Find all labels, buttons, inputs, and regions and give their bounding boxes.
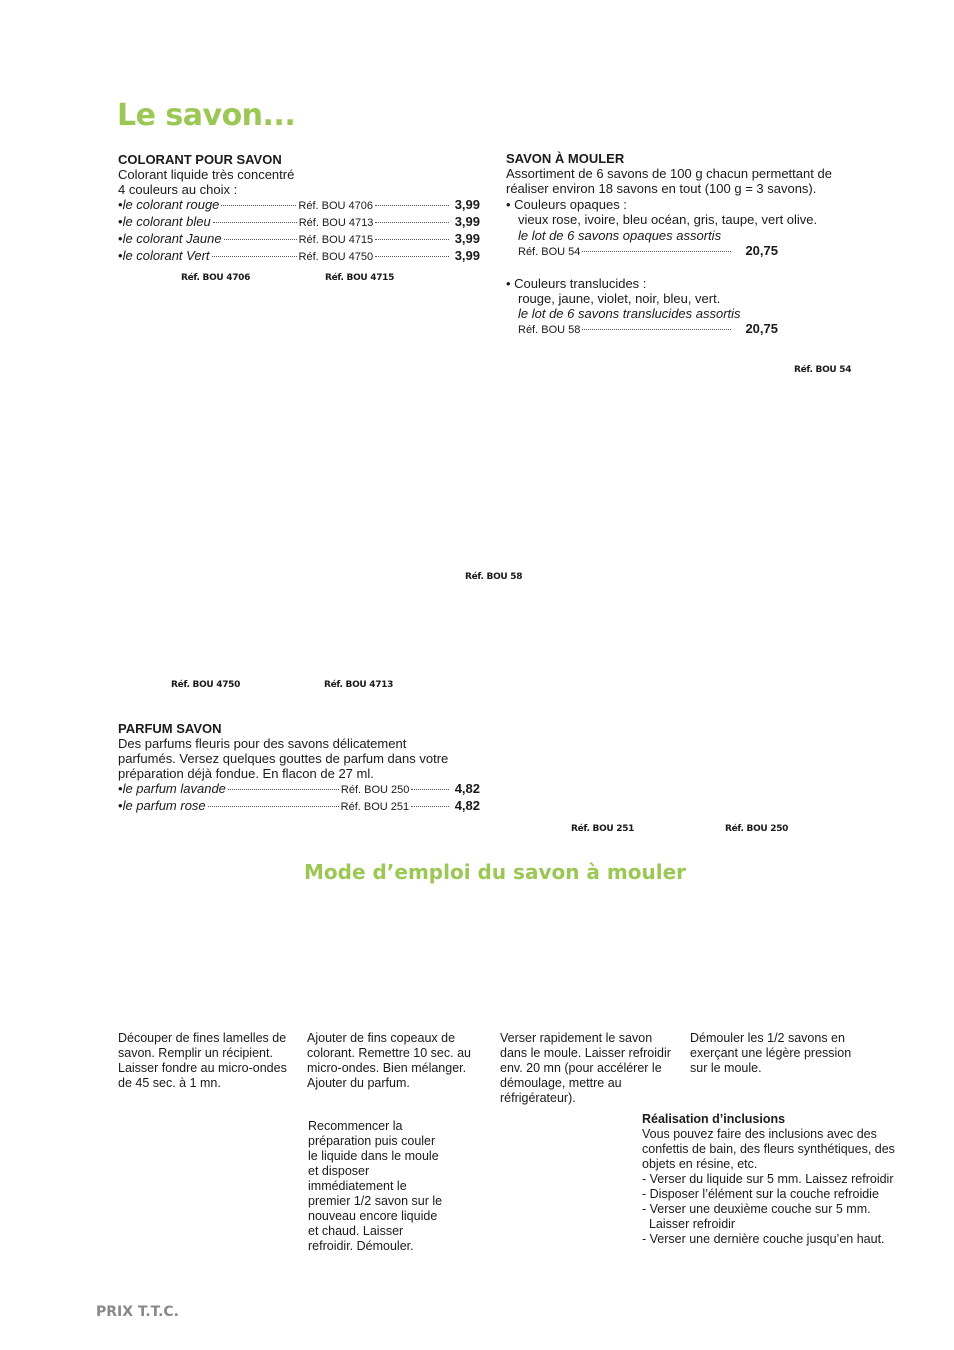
price-line <box>118 248 480 265</box>
text-line: Découper de fines lamelles de <box>118 1031 287 1045</box>
text-line: Vous pouvez faire des inclusions avec des <box>642 1127 877 1141</box>
opaques-lot: le lot de 6 savons opaques assortis <box>518 228 722 243</box>
caption-bou-250: Réf. BOU 250 <box>725 824 789 834</box>
text-line: refroidir. Démouler. <box>308 1239 414 1253</box>
item-price: 4,82 <box>454 798 480 813</box>
colorant-title: COLORANT POUR SAVON <box>118 152 282 167</box>
caption-bou-54: Réf. BOU 54 <box>794 365 852 375</box>
item-price: 3,99 <box>454 214 480 229</box>
leader-dots <box>582 329 731 330</box>
text-line: - Verser une dernière couche jusqu’en haut. <box>642 1232 885 1246</box>
text-line: nouveau encore liquide <box>308 1209 438 1223</box>
text-line: - Verser du liquide sur 5 mm. Laissez refroidir <box>642 1172 894 1186</box>
parfum-desc-3: préparation déjà fondue. En flacon de 27 ml. <box>118 766 374 781</box>
translucides-ref: Réf. BOU 58 <box>518 324 581 336</box>
bullet: • <box>118 781 123 796</box>
step-1 <box>118 1031 298 1091</box>
leader-dots <box>375 256 449 257</box>
text-line: Verser rapidement le savon <box>500 1031 653 1045</box>
step-3 <box>500 1031 680 1106</box>
text-line: sur le moule. <box>690 1061 762 1075</box>
caption-bou-4750: Réf. BOU 4750 <box>171 680 241 690</box>
inclusions-text <box>642 1127 912 1247</box>
item-price: 3,99 <box>454 248 480 263</box>
text-line: préparation puis couler <box>308 1134 436 1148</box>
leader-dots <box>375 222 448 223</box>
text-line: de 45 sec. à 1 mn. <box>118 1076 221 1090</box>
text-line: Ajouter de fins copeaux de <box>307 1031 456 1045</box>
inclusions-section <box>642 1112 912 1247</box>
text-line: colorant. Remettre 10 sec. au <box>307 1046 471 1060</box>
item-ref: Réf. BOU 251 <box>340 801 410 813</box>
item-name: le colorant Vert <box>122 248 210 263</box>
item-name: le colorant Jaune <box>122 231 222 246</box>
leader-dots <box>221 205 296 206</box>
text-line: dans le moule. Laisser refroidir <box>500 1046 671 1060</box>
caption-bou-4715: Réf. BOU 4715 <box>325 273 395 283</box>
text-line: confettis de bain, des fleurs synthétiques, des <box>642 1142 895 1156</box>
parfum-desc-1: Des parfums fleuris pour des savons délicatement <box>118 736 407 751</box>
text-line: immédiatement le <box>308 1179 407 1193</box>
text-line: - Disposer l’élément sur la couche refroidie <box>642 1187 879 1201</box>
text-line: et chaud. Laisser <box>308 1224 404 1238</box>
savon-mouler-section <box>506 151 866 338</box>
text-line: Laisser refroidir <box>642 1217 736 1231</box>
translucides-lot: le lot de 6 savons translucides assortis <box>518 306 741 321</box>
opaques-price-line <box>506 243 778 260</box>
opaques-colors: vieux rose, ivoire, bleu océan, gris, taupe, vert olive. <box>518 212 818 227</box>
price-line <box>118 781 480 798</box>
leader-dots <box>228 789 339 790</box>
caption-bou-4706: Réf. BOU 4706 <box>181 273 251 283</box>
opaques-label-text: Couleurs opaques : <box>514 197 627 212</box>
item-ref: Réf. BOU 4706 <box>298 200 373 212</box>
leader-dots <box>212 256 297 257</box>
leader-dots <box>375 239 449 240</box>
colorant-list <box>118 197 480 265</box>
step-2 <box>307 1031 487 1091</box>
item-price: 3,99 <box>454 231 480 246</box>
caption-bou-251: Réf. BOU 251 <box>571 824 635 834</box>
text-line: Laisser fondre au micro-ondes <box>118 1061 287 1075</box>
parfum-section <box>118 721 480 815</box>
bullet: • <box>118 231 123 246</box>
leader-dots <box>375 205 449 206</box>
bullet: • <box>118 798 123 813</box>
leader-dots <box>582 251 731 252</box>
leader-dots <box>224 239 297 240</box>
parfum-list <box>118 781 480 815</box>
price-line <box>118 214 480 231</box>
translucides-price: 20,75 <box>745 321 778 336</box>
text-line: exerçant une légère pression <box>690 1046 852 1060</box>
text-line: Démouler les 1/2 savons en <box>690 1031 845 1045</box>
inclusions-title: Réalisation d’inclusions <box>642 1112 786 1126</box>
item-price: 3,99 <box>454 197 480 212</box>
translucides-colors: rouge, jaune, violet, noir, bleu, vert. <box>518 291 721 306</box>
translucides-price-line <box>506 321 778 338</box>
text-line: Ajouter du parfum. <box>307 1076 410 1090</box>
item-name: le colorant bleu <box>122 214 211 229</box>
text-line: réfrigérateur). <box>500 1091 576 1105</box>
colorant-desc-2: 4 couleurs au choix : <box>118 182 238 197</box>
opaques-ref: Réf. BOU 54 <box>518 246 581 258</box>
leader-dots <box>208 806 339 807</box>
text-line: et disposer <box>308 1164 370 1178</box>
item-ref: Réf. BOU 250 <box>340 784 410 796</box>
leader-dots <box>411 789 448 790</box>
text-line: Recommencer la <box>308 1119 403 1133</box>
bullet: • <box>118 248 123 263</box>
text-line: le liquide dans le moule <box>308 1149 439 1163</box>
item-ref: Réf. BOU 4715 <box>298 234 374 246</box>
parfum-desc-2: parfumés. Versez quelques gouttes de parfum dans votre <box>118 751 449 766</box>
leader-dots <box>411 806 449 807</box>
opaques-label: • Couleurs opaques : <box>506 197 627 212</box>
mode-emploi-title: Mode d’emploi du savon à mouler <box>304 860 686 884</box>
colorant-section <box>118 152 480 265</box>
text-line: - Verser une deuxième couche sur 5 mm. <box>642 1202 871 1216</box>
translucides-label-text: Couleurs translucides : <box>514 276 647 291</box>
text-line: objets en résine, etc. <box>642 1157 758 1171</box>
parfum-title: PARFUM SAVON <box>118 721 222 736</box>
price-line <box>118 798 480 815</box>
item-name: le parfum lavande <box>122 781 226 796</box>
step-5 <box>308 1119 468 1254</box>
savon-mouler-title: SAVON À MOULER <box>506 151 625 166</box>
footer-prix-ttc: PRIX T.T.C. <box>96 1304 179 1320</box>
step-4 <box>690 1031 870 1076</box>
caption-bou-4713: Réf. BOU 4713 <box>324 680 394 690</box>
leader-dots <box>213 222 297 223</box>
opaques-price: 20,75 <box>745 243 778 258</box>
item-ref: Réf. BOU 4713 <box>298 217 374 229</box>
caption-bou-58: Réf. BOU 58 <box>465 572 523 582</box>
bullet: • <box>118 197 123 212</box>
translucides-label: • Couleurs translucides : <box>506 276 647 291</box>
page-title: Le savon... <box>117 98 296 133</box>
colorant-desc-1: Colorant liquide très concentré <box>118 167 295 182</box>
item-ref: Réf. BOU 4750 <box>298 251 374 263</box>
savon-mouler-desc-1: Assortiment de 6 savons de 100 g chacun permettant de <box>506 166 832 181</box>
item-name: le parfum rose <box>122 798 206 813</box>
price-line <box>118 197 480 214</box>
text-line: premier 1/2 savon sur le <box>308 1194 443 1208</box>
item-price: 4,82 <box>454 781 480 796</box>
price-line <box>118 231 480 248</box>
text-line: env. 20 mn (pour accélérer le <box>500 1061 662 1075</box>
item-name: le colorant rouge <box>122 197 220 212</box>
bullet: • <box>118 214 123 229</box>
savon-mouler-desc-2: réaliser environ 18 savons en tout (100 g = 3 savons). <box>506 181 817 196</box>
text-line: micro-ondes. Bien mélanger. <box>307 1061 467 1075</box>
text-line: savon. Remplir un récipient. <box>118 1046 273 1060</box>
text-line: démoulage, mettre au <box>500 1076 622 1090</box>
